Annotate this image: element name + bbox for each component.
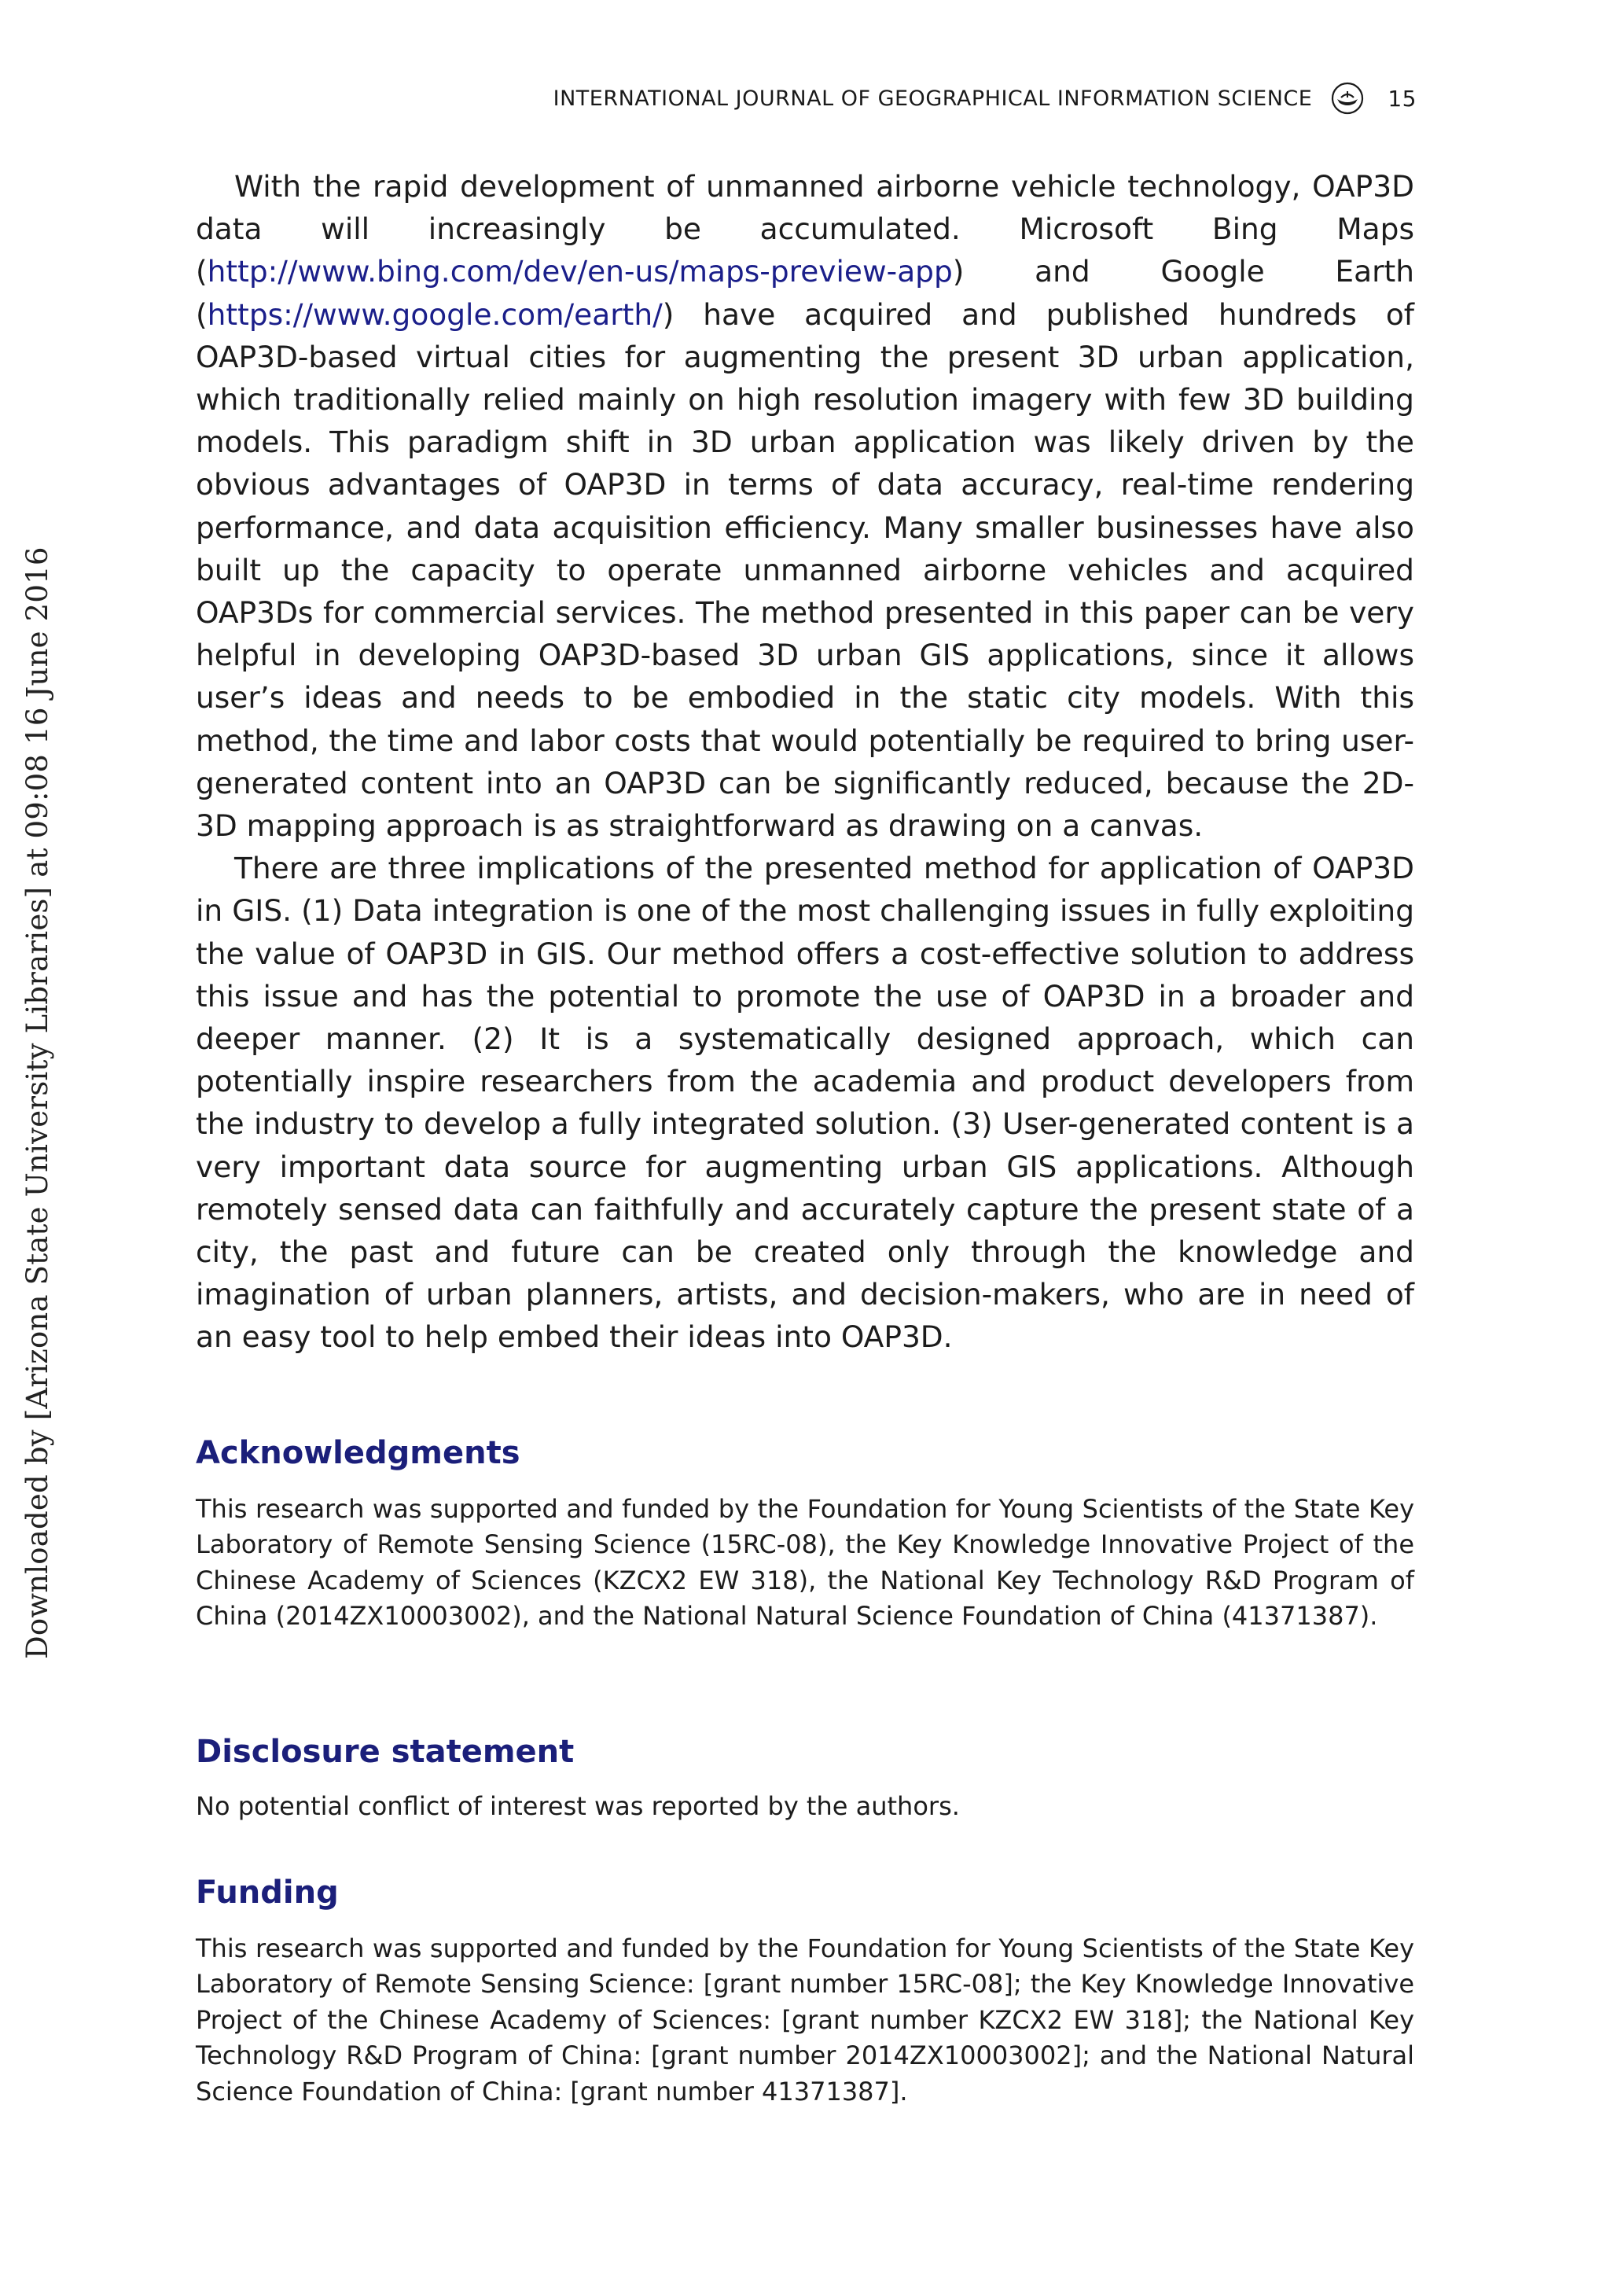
- article-body: [196, 165, 1414, 2110]
- paragraph-text: ) have acquired and published hundreds of OAP3D-based virtual cities for augmenting the present 3D urban application, which traditionally relied mainly on high resolution imagery with few 3D building models. This paradigm shift in 3D urban application was likely driven by the obvious advantages of OAP3D in terms of data accuracy, real-time rendering performance, and data acquisition efficiency. Many smaller businesses have also built up the capacity to operate unmanned airborne vehicles and acquired OAP3Ds for commercial services. The method presented in this paper can be very helpful in developing OAP3D-based 3D urban GIS applications, since it allows user’s ideas and needs to be embodied in the static city models. With this method, the time and labor costs that would potentially be required to bring user-generated content into an OAP3D can be significantly reduced, because the 2D-3D mapping approach is as straightforward as drawing on a canvas.: [196, 296, 1414, 844]
- funding-heading: Funding: [196, 1874, 339, 1911]
- acknowledgments-heading: Acknowledgments: [196, 1434, 520, 1471]
- body-paragraph-2: There are three implications of the presented method for application of OAP3D in GIS. (1) Data integration is one of the most challenging issues in fully exploiting the value of OAP3D in GIS. Our method offers a cost-effective solution to address this issue and has the potential to promote the use of OAP3D in a broader and deeper manner. (2) It is a systematically designed approach, which can potentially inspire researchers from the academia and product developers from the industry to develop a fully integrated solution. (3) User-generated content is a very important data source for augmenting urban GIS applications. Although remotely sensed data can faithfully and accurately capture the present state of a city, the past and future can be created only through the knowledge and imagination of urban planners, artists, and decision-makers, who are in need of an easy tool to help embed their ideas into OAP3D.: [196, 851, 1414, 1355]
- disclosure-text: No potential conflict of interest was reported by the authors.: [196, 1791, 960, 1822]
- funding-text: This research was supported and funded by the Foundation for Young Scientists of the State Key Laboratory of Remote Sensing Science: [grant number 15RC-08]; the Key Knowledge Innovative Project of the Chinese Academy of Sciences: [grant number KZCX2 EW 318]; the National Key Technology R&D Program of China: [grant number 2014ZX10003002]; and the National Natural Science Foundation of China: [grant number 41371387].: [196, 1933, 1414, 2107]
- google-earth-link[interactable]: https://www.google.com/earth/: [207, 296, 663, 332]
- paragraph-text: ) and Google Earth (: [196, 254, 1414, 332]
- bing-maps-link[interactable]: http://www.bing.com/dev/en-us/maps-preview-app: [207, 254, 953, 289]
- download-watermark: Downloaded by [Arizona State University Libraries] at 09:08 16 June 2016: [20, 546, 54, 1659]
- paragraph-text: With the rapid development of unmanned airborne vehicle technology, OAP3D data will increasingly be accumulated. Microsoft Bing Maps (: [196, 169, 1414, 289]
- page-number: 15: [1388, 85, 1417, 112]
- disclosure-heading: Disclosure statement: [196, 1734, 575, 1771]
- running-header: [553, 82, 1417, 115]
- acknowledgments-text: This research was supported and funded by the Foundation for Young Scientists of the State Key Laboratory of Remote Sensing Science (15RC-08), the Key Knowledge Innovative Project of the Chinese Academy of Sciences (KZCX2 EW 318), the National Key Technology R&D Program of China (2014ZX10003002), and the National Natural Science Foundation of China (41371387).: [196, 1493, 1414, 1632]
- body-paragraph-1: [196, 165, 1414, 847]
- publisher-logo-icon: [1331, 82, 1364, 115]
- journal-title: INTERNATIONAL JOURNAL OF GEOGRAPHICAL INFORMATION SCIENCE: [553, 86, 1313, 111]
